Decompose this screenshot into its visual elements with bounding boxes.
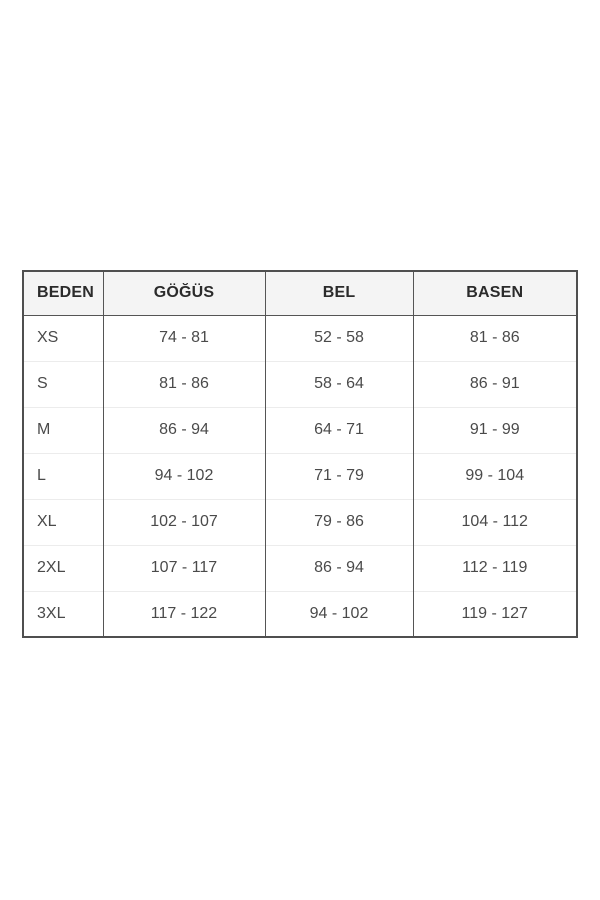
header-row xyxy=(23,271,577,315)
waist-cell: 64 - 71 xyxy=(265,407,413,453)
table-row xyxy=(23,453,577,499)
chest-cell: 81 - 86 xyxy=(103,361,265,407)
waist-cell: 86 - 94 xyxy=(265,545,413,591)
chest-cell: 74 - 81 xyxy=(103,315,265,361)
waist-cell: 58 - 64 xyxy=(265,361,413,407)
size-cell: 3XL xyxy=(23,591,103,637)
column-header-waist: BEL xyxy=(265,271,413,315)
waist-cell: 52 - 58 xyxy=(265,315,413,361)
chest-cell: 86 - 94 xyxy=(103,407,265,453)
waist-cell: 94 - 102 xyxy=(265,591,413,637)
size-cell: 2XL xyxy=(23,545,103,591)
hips-cell: 99 - 104 xyxy=(413,453,577,499)
waist-cell: 71 - 79 xyxy=(265,453,413,499)
column-header-size: BEDEN xyxy=(23,271,103,315)
table-row xyxy=(23,591,577,637)
size-cell: M xyxy=(23,407,103,453)
hips-cell: 81 - 86 xyxy=(413,315,577,361)
size-cell: XL xyxy=(23,499,103,545)
hips-cell: 91 - 99 xyxy=(413,407,577,453)
table-row xyxy=(23,545,577,591)
table-row xyxy=(23,407,577,453)
size-cell: L xyxy=(23,453,103,499)
waist-cell: 79 - 86 xyxy=(265,499,413,545)
chest-cell: 102 - 107 xyxy=(103,499,265,545)
size-chart-table xyxy=(22,270,578,638)
size-cell: S xyxy=(23,361,103,407)
chest-cell: 94 - 102 xyxy=(103,453,265,499)
size-cell: XS xyxy=(37,329,59,346)
hips-cell: 86 - 91 xyxy=(413,361,577,407)
hips-cell: 104 - 112 xyxy=(413,499,577,545)
chest-cell: 117 - 122 xyxy=(103,591,265,637)
table-row xyxy=(23,499,577,545)
hips-cell: 119 - 127 xyxy=(413,591,577,637)
table-row xyxy=(23,315,577,361)
column-header-hips: BASEN xyxy=(413,271,577,315)
table-row xyxy=(23,361,577,407)
hips-cell: 112 - 119 xyxy=(413,545,577,591)
column-header-chest: GÖĞÜS xyxy=(103,271,265,315)
chest-cell: 107 - 117 xyxy=(103,545,265,591)
